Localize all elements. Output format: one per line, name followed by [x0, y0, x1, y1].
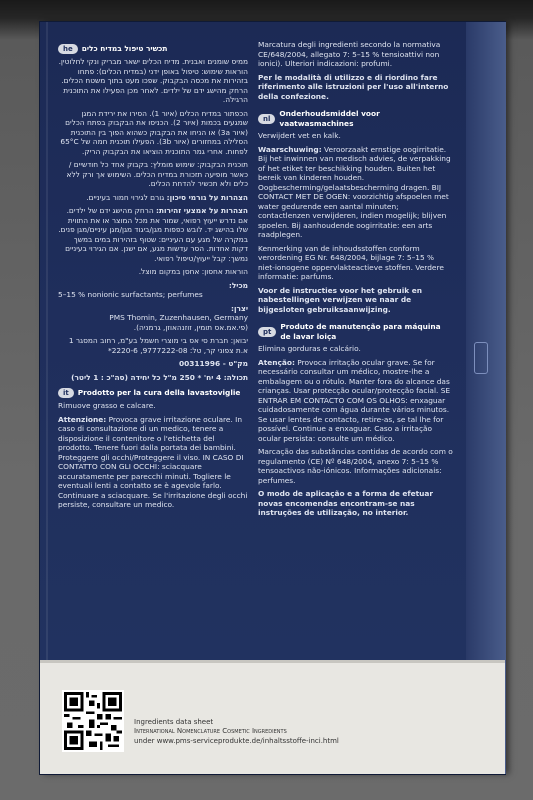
italian-marking: Marcatura degli ingredienti secondo la normativa CE/648/2004, allegato 7: 5–15 % tensioattivi non ionici). Ulteriori indicazioni: profumi. — [258, 40, 441, 68]
footer-line-2: International Nomenclature Cosmetic Ingredients — [134, 727, 287, 736]
hebrew-precaution: הצהרות על אמצעי זהירות: הרחק מהישג ידם של ילדים. אם נדרש ייעוץ רפואי, שמור את מכל המוצר או את התווית שלו בהישג יד. לובש כפפות מגן/ביגוד מגן/מגן עיניים/מגן פנים. במקרה של מגע עם העיניים: שטוף בזהירות במים במשך דקות אחדות. הסר עדשות מגע, אם ישנן. אם הגירוי בעיניים נמשך: קבל ייעוץ/טיפול רפואי. — [58, 206, 248, 263]
italian-title: Prodotto per la cura della lavastoviglie — [77, 388, 241, 398]
portuguese-warning: Atenção: Provoca irritação ocular grave. Se for necessário consultar um médico, mostre-lhe a embalagem ou o rótulo. Manter fora do alcance das crianças. Usar protecção ocular/protecção facial. SE ENTRAR EM CONTACTO COM OS OLHOS: enxaguar cuidadosamente com água durante vários minutos. Se usar lentes de contacto, retire-as, se tal lhe for possível. Continue a enxaguar. Caso a irritação ocular persista: consulte um médico. — [258, 357, 451, 443]
italian-heading — [58, 388, 248, 398]
italian-subtitle: Rimuove grasso e calcare. — [58, 401, 156, 410]
hebrew-section — [58, 44, 248, 382]
hebrew-maker: PMS Thomin, Zuzenhausen, Germany — [109, 313, 248, 322]
hebrew-hazard: הצהרות על גורמי סיכון: גורם לגירוי חמור בעיניים. — [86, 192, 248, 202]
dutch-subtitle: Verwijdert vet en kalk. — [258, 131, 341, 140]
dutch-heading — [258, 109, 453, 128]
hebrew-storage: הוראות אחסון: אחסן במקום מוצל. — [138, 267, 248, 276]
italian-section — [58, 388, 248, 510]
portuguese-subtitle: Elimina gorduras e calcário. — [258, 344, 361, 353]
dutch-title: Onderhoudsmiddel voor vaatwasmachines — [279, 109, 380, 128]
dutch-warning: Waarschuwing: Veroorzaakt ernstige oogirritatie. Bij het inwinnen van medisch advies, de verpakking of het etiket ter beschikking houden. Buiten het bereik van kinderen houden. Oogbescherming/gelaatsbescherming dragen. BIJ CONTACT MET DE OGEN: voorzichtig afspoelen met water gedurende een aantal minuten; contactlenzen verwijderen, indien mogelijk; blijven spoelen. Bij aanhoudende oogirritatie: een arts raadplegen. — [258, 144, 451, 239]
hebrew-steps: הכפתור במדיח הכלים (איור 1). הסירו את ירידת המגן שמגעים בכמות (איור 2). הכניסו את הבקבוק בפתח הכלים (איור 3a) או הניחו את הבקבוק כשהוא הפוך בין התוכנית הסלילה במחזורים (איור 3b). הפעילו תוכנית חמה של 65°C לפחות. אחרי גמר התוכנית הוציאו את הבקבוק הריק. — [60, 108, 248, 156]
lang-badge-it: it — [58, 388, 74, 398]
lang-badge-pt: pt — [258, 327, 276, 337]
dutch-section — [258, 109, 453, 314]
italian-instructions: Per le modalità di utilizzo e di riordino fare riferimento alle istruzioni per l'uso all'interno della confezione. — [258, 72, 449, 101]
lang-badge-he: he — [58, 44, 78, 54]
footer-url-link[interactable]: under www.pms-serviceprodukte.de/inhaltsstoffe-inci.html — [134, 736, 339, 745]
portuguese-heading — [258, 322, 453, 341]
hebrew-contains-head: מכיל: — [228, 280, 248, 290]
left-column — [58, 40, 248, 514]
portuguese-marking: Marcação das substâncias contidas de acordo com o regulamento (CE) Nº 648/2004, anexo 7: 5–15 % tensoactivos não-iónicos. Informações adicionais: perfumes. — [258, 447, 453, 485]
hebrew-contains: 5–15 % nonionic surfactants; perfumes — [58, 290, 203, 299]
ingredients-footer — [134, 718, 454, 746]
right-column — [258, 40, 453, 522]
qr-code-icon — [62, 690, 124, 752]
lang-badge-nl: nl — [258, 114, 275, 124]
hebrew-importer: יבואן: חברת סי אס בי מוצרי חשמל בע"מ, רחוב המסגר 1 א.ת צפוני קר, טל: 9777222-08, 2220-6* — [68, 336, 248, 355]
dutch-marking: Kenmerking van de inhoudsstoffen conform verordening EG Nr. 648/2004, bijlage 7: 5–15 % niet-ionogene oppervlakteactieve stoffen. Verdere informatie: parfums. — [258, 243, 444, 281]
hebrew-capacity: תכולה: 4 יח' * 250 מ"ל כל יחידה (סה"כ : 1 ליטר) — [71, 372, 248, 382]
hebrew-title: תכשיר טיפול במדיח כלים — [81, 44, 168, 54]
hebrew-maker-head: יצרן: — [231, 303, 248, 313]
dutch-instructions: Voor de instructies voor het gebruik en nabestellingen verwijzen we naar de bijgesloten gebruiksaanwijzing. — [258, 285, 422, 314]
hebrew-intro: ממיס שומנים ואבנית. מדיח הכלים ישאר מבריק ונקי לחלוטין. הוראות שימוש: טיפול באופן ידני (במדיח הכלים): פתחו בזהירות את מכסה הבקבוק. שפכו מעט בתוך משטח הכלים. הרחק מהישג ידם של ילדים. לאחר מכן הפעילו את התוכנית הרגילה. — [58, 57, 248, 104]
hebrew-usage: תוכנית הבקבוק: שימוש מומלץ: בקבוק אחד כל חודשיים / כאשר מופיעה תזכורת במדיח הכלים. השימוש אך ורק ללא כלים ולא תכשיר להדחת הכלים. — [66, 160, 248, 188]
portuguese-section — [258, 322, 453, 518]
portuguese-title: Produto de manutenção para máquina de lavar loiça — [280, 322, 441, 341]
footer-line-1: Ingredients data sheet — [134, 718, 214, 726]
hebrew-sku: מק"ט - 00311996 — [178, 359, 248, 368]
portuguese-instructions: O modo de aplicação e a forma de efetuar novas encomendas encontram-se nas instruções de utilização, no interior. — [258, 489, 434, 517]
italian-warning: Attenzione: Provoca grave irritazione oculare. In caso di consultazione di un medico, tenere a disposizione il contenitore o l'etichetta del prodotto. Tenere fuori dalla portata dei bambini. Proteggere gli occhi/Proteggere il viso. IN CASO DI CONTATTO CON GLI OCCHI: sciacquare accuratamente per parecchi minuti. Togliere le eventuali lenti a contatto se è agevole farlo. Continuare a sciacquare. Se l'irritazione degli occhi persiste, consultare un medico. — [58, 414, 248, 509]
hebrew-maker-he: (פי.אמ.אס תומין, זוזנהאוזן, גרמניה). — [133, 322, 248, 332]
hebrew-heading — [58, 44, 248, 54]
